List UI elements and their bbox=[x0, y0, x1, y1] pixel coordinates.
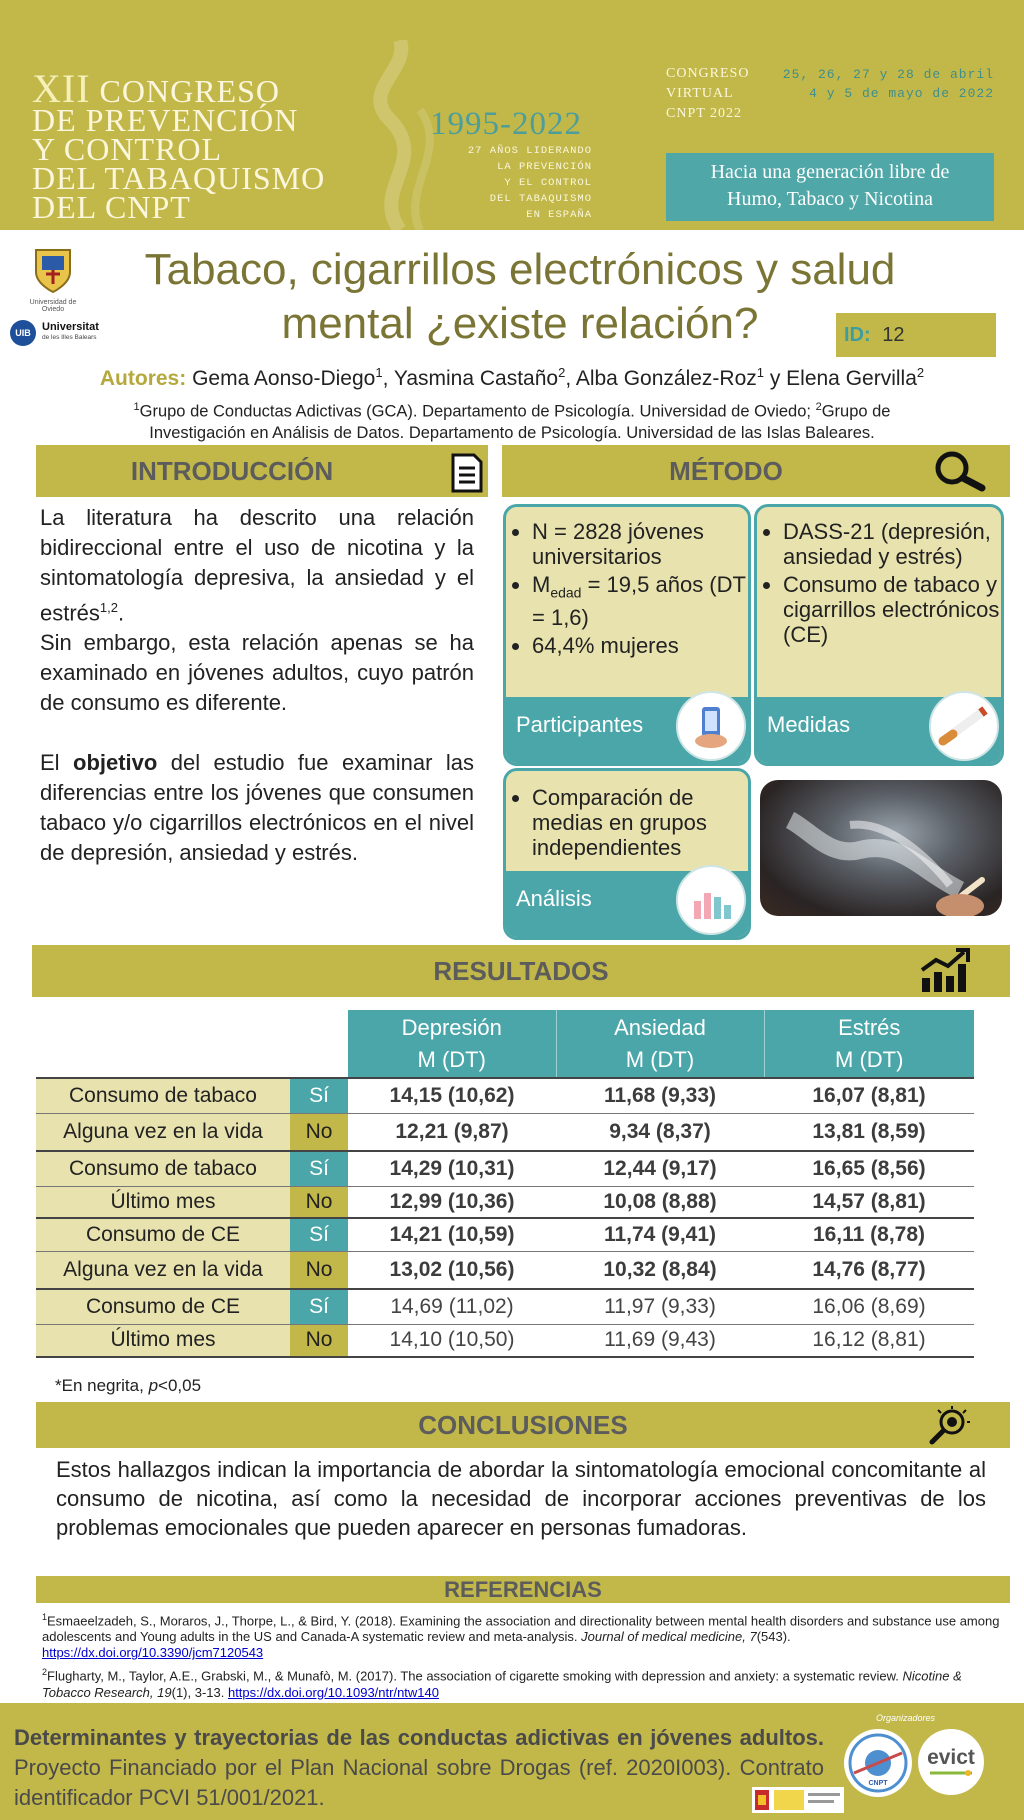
poster-id-box bbox=[836, 313, 996, 357]
poster-title bbox=[110, 243, 930, 351]
value-cell: 16,07 (8,81) bbox=[812, 1083, 926, 1107]
resultados-heading bbox=[32, 945, 1010, 997]
note-p: p bbox=[148, 1376, 159, 1395]
trend-chart-icon bbox=[918, 946, 972, 994]
list-item: • Consumo de tabaco y cigarrillos electrónicos (CE) bbox=[783, 572, 1001, 647]
phone-hands-icon bbox=[676, 691, 746, 761]
authors-label: Autores: bbox=[99, 367, 187, 390]
oviedo-logo bbox=[18, 244, 88, 313]
table-row bbox=[36, 1113, 974, 1151]
intro-heading-text: INTRODUCCIÓN bbox=[130, 456, 334, 486]
value-cell: 10,08 (8,88) bbox=[603, 1189, 717, 1213]
list-item: • Comparación de medias en grupos independientes bbox=[532, 785, 748, 860]
value-cell: 16,12 (8,81) bbox=[812, 1328, 926, 1352]
author-sep: , bbox=[565, 367, 576, 390]
years-range: 1995-2022 bbox=[430, 106, 582, 142]
affil-sup: 2 bbox=[815, 401, 822, 413]
col-stat: M (DT) bbox=[417, 1046, 486, 1072]
conclusiones-text: Estos hallazgos indican la importancia de abordar la sintomatología emocional concomitante al consumo de nicotina, así como la necesidad de incorporar acciones preventivas de los problemas emocionales que pueden aparecer en personas fumadoras. bbox=[56, 1457, 986, 1540]
yn-cell: Sí bbox=[290, 1218, 348, 1251]
evict-text: evict bbox=[927, 1746, 975, 1769]
document-icon bbox=[450, 452, 484, 494]
smoking-photo bbox=[760, 780, 1002, 916]
congress-line: Y CONTROL bbox=[32, 131, 223, 167]
value-cell: 14,76 (8,77) bbox=[812, 1257, 926, 1281]
note-a: *En negrita, bbox=[55, 1376, 149, 1395]
title-line-1: Tabaco, cigarrillos electrónicos y salud bbox=[144, 245, 896, 294]
ministry-logo bbox=[752, 1787, 844, 1813]
list-item bbox=[532, 572, 748, 630]
value-cell: 14,21 (10,59) bbox=[389, 1222, 515, 1246]
yn-cell: Sí bbox=[290, 1289, 348, 1324]
cigarette-icon bbox=[929, 691, 999, 761]
m-edad-pre: M bbox=[532, 572, 551, 597]
table-row bbox=[36, 1078, 974, 1113]
evict-logo bbox=[918, 1729, 984, 1795]
intro-p1-text: La literatura ha descrito una relación bidireccional entre el uso de nicotina y la sintomatología depresiva, la ansiedad y el estrés bbox=[40, 505, 474, 626]
oviedo-shield-icon bbox=[28, 244, 78, 294]
years-sub-line: EN ESPAÑA bbox=[526, 209, 592, 221]
group-label: Consumo de CE bbox=[36, 1289, 290, 1324]
card-medidas bbox=[754, 504, 1004, 766]
author-name: Gema Aonso-Diego bbox=[192, 367, 376, 390]
congress-roman: XII bbox=[32, 66, 91, 111]
analisis-label: Análisis bbox=[506, 871, 748, 937]
value-cell: 12,44 (9,17) bbox=[603, 1156, 717, 1180]
note-b: <0,05 bbox=[158, 1376, 202, 1395]
yn-cell: Sí bbox=[290, 1078, 348, 1113]
reference-link[interactable]: https://dx.doi.org/10.3390/jcm7120543 bbox=[42, 1645, 264, 1661]
references bbox=[42, 1609, 1008, 1701]
congress-dates bbox=[760, 65, 994, 103]
congress-line: CONGRESO bbox=[99, 73, 280, 109]
value-cell: 14,57 (8,81) bbox=[812, 1189, 926, 1213]
ref-sup: 2 bbox=[42, 1667, 48, 1678]
col-header-depresion bbox=[348, 1010, 556, 1078]
id-value: 12 bbox=[882, 324, 905, 346]
author-name: Alba González-Roz bbox=[575, 367, 757, 390]
conclusiones-heading bbox=[36, 1402, 1010, 1448]
value-cell: 11,69 (9,43) bbox=[604, 1328, 716, 1352]
card-participantes bbox=[503, 504, 751, 766]
years-sub-line: 27 AÑOS LIDERANDO bbox=[467, 145, 592, 157]
years-sub-line: DEL TABAQUISMO bbox=[489, 193, 592, 205]
group-label: Último mes bbox=[36, 1324, 290, 1357]
value-cell: 9,34 (8,37) bbox=[609, 1119, 711, 1143]
col-header-estres bbox=[764, 1010, 974, 1078]
value-cell: 10,32 (8,84) bbox=[603, 1257, 717, 1281]
yn-cell: No bbox=[290, 1186, 348, 1218]
ref-after: (1), 3-13. bbox=[171, 1684, 228, 1700]
slogan-line: Humo, Tabaco y Nicotina bbox=[727, 188, 933, 210]
medidas-label: Medidas bbox=[757, 697, 1001, 763]
list-item: • DASS-21 (depresión, ansiedad y estrés) bbox=[783, 519, 1001, 569]
author-name: Elena Gervilla bbox=[786, 367, 917, 390]
author-sup: 2 bbox=[916, 365, 925, 380]
yn-cell: Sí bbox=[290, 1151, 348, 1186]
metodo-heading-text: MÉTODO bbox=[669, 456, 783, 486]
value-cell: 13,02 (10,56) bbox=[389, 1257, 515, 1281]
analisis-list bbox=[506, 771, 748, 860]
reference-link[interactable]: https://dx.doi.org/10.1093/ntr/ntw140 bbox=[227, 1684, 439, 1700]
intro-p3 bbox=[40, 748, 474, 868]
m-edad-post: = 19,5 años (DT = 1,6) bbox=[532, 572, 746, 631]
ref-text: Esmaeelzadeh, S., Moraros, J., Thorpe, L., & Bird, Y. (2018). Examining the association and directionality between mental health disorders and substance use among adolescents and Young adults in the US and Canada-A systematic review and meta-analysis. bbox=[42, 1613, 1000, 1645]
group-label: Último mes bbox=[36, 1186, 290, 1218]
dates-line: 25, 26, 27 y 28 de abril bbox=[782, 67, 994, 82]
years-sub-line: Y EL CONTROL bbox=[504, 177, 592, 189]
affil-2a: Grupo de bbox=[821, 402, 891, 421]
results-table bbox=[36, 1010, 974, 1358]
col-stat: M (DT) bbox=[625, 1046, 695, 1072]
virtual-congress bbox=[666, 64, 749, 124]
evict-line-icon bbox=[928, 1769, 974, 1777]
author-name: Yasmina Castaño bbox=[393, 367, 559, 390]
funding-project: Determinantes y trayectorias de las conductas adictivas en jóvenes adultos. bbox=[14, 1725, 824, 1750]
intro-p3-a: El bbox=[40, 750, 73, 776]
value-cell: 12,21 (9,87) bbox=[395, 1119, 509, 1143]
table-row bbox=[36, 1289, 974, 1324]
referencias-heading bbox=[36, 1576, 1010, 1603]
virtual-line: CNPT 2022 bbox=[666, 106, 743, 121]
funding-text bbox=[14, 1723, 824, 1813]
affil-sup: 1 bbox=[133, 401, 140, 413]
authors-line bbox=[0, 365, 1024, 391]
congress-line: DEL CNPT bbox=[32, 189, 191, 225]
conclusiones-heading-text: CONCLUSIONES bbox=[418, 1410, 628, 1440]
value-cell: 14,10 (10,50) bbox=[389, 1328, 515, 1352]
significance-note bbox=[55, 1376, 201, 1396]
magnifier-icon bbox=[932, 450, 988, 492]
table-corner bbox=[36, 1010, 290, 1078]
value-cell: 13,81 (8,59) bbox=[812, 1119, 926, 1143]
intro-p1-end: . bbox=[118, 600, 125, 626]
ref-journal: Nicotine & Tobacco Research, 19 bbox=[42, 1668, 962, 1700]
virtual-line: VIRTUAL bbox=[666, 86, 734, 101]
slogan-line: Hacia una generación libre de bbox=[710, 161, 950, 183]
funding-details: Proyecto Financiado por el Plan Nacional sobre Drogas (ref. 2020I003). Contrato identificador PCVI 51/001/2021. bbox=[14, 1755, 824, 1810]
value-cell: 16,11 (8,78) bbox=[812, 1222, 926, 1246]
medidas-list bbox=[757, 507, 1001, 647]
ref-journal: Journal of medical medicine, 7 bbox=[581, 1629, 757, 1645]
value-cell: 12,99 (10,36) bbox=[389, 1189, 515, 1213]
years-subtitle bbox=[440, 143, 592, 223]
author-sep: y bbox=[763, 367, 787, 390]
cnpt-label: CNPT bbox=[868, 1780, 888, 1787]
table-row bbox=[36, 1218, 974, 1251]
col-name: Estrés bbox=[838, 1014, 901, 1040]
table-row bbox=[36, 1186, 974, 1218]
years-sub-line: LA PREVENCIÓN bbox=[497, 161, 592, 173]
yn-cell: No bbox=[290, 1113, 348, 1151]
col-name: Depresión bbox=[401, 1014, 502, 1040]
participantes-list bbox=[506, 507, 748, 658]
intro-p3-bold: objetivo bbox=[73, 750, 158, 776]
congress-line: DEL TABAQUISMO bbox=[32, 160, 326, 196]
col-header-ansiedad bbox=[556, 1010, 764, 1078]
group-label: Consumo de CE bbox=[36, 1218, 290, 1251]
uib-name: Universitat bbox=[42, 321, 99, 333]
reference-2 bbox=[42, 1664, 1008, 1700]
idea-magnifier-icon bbox=[926, 1404, 974, 1446]
table-row bbox=[36, 1151, 974, 1186]
value-cell: 11,97 (9,33) bbox=[604, 1294, 716, 1318]
table-row bbox=[36, 1251, 974, 1289]
group-label: Alguna vez en la vida bbox=[36, 1251, 290, 1289]
intro-p3-b: del estudio fue examinar las diferencias entre los jóvenes que consumen tabaco y/o cigarrillos electrónicos en el nivel de depresión, ansiedad y estrés. bbox=[40, 750, 474, 866]
group-label: Alguna vez en la vida bbox=[36, 1113, 290, 1151]
uib-circle-icon: UIB bbox=[10, 320, 36, 346]
intro-p1 bbox=[40, 503, 474, 628]
table-header-row bbox=[36, 1010, 974, 1078]
value-cell: 11,74 (9,41) bbox=[603, 1222, 717, 1246]
yn-cell: No bbox=[290, 1251, 348, 1289]
table-row bbox=[36, 1324, 974, 1357]
intro-heading bbox=[36, 445, 488, 497]
group-label: Consumo de tabaco bbox=[36, 1078, 290, 1113]
congress-name bbox=[32, 66, 326, 225]
ref-after: (543). bbox=[756, 1629, 791, 1645]
oviedo-name: Universidad de Oviedo bbox=[29, 299, 77, 313]
author-sup: 1 bbox=[375, 365, 383, 380]
intro-text bbox=[40, 503, 474, 868]
referencias-heading-text: REFERENCIAS bbox=[444, 1577, 602, 1602]
smoke-icon bbox=[760, 780, 1002, 916]
value-cell: 14,69 (11,02) bbox=[390, 1294, 514, 1318]
col-stat: M (DT) bbox=[835, 1046, 904, 1072]
value-cell: 14,15 (10,62) bbox=[389, 1083, 515, 1107]
list-item: • N = 2828 jóvenes universitarios bbox=[532, 519, 748, 569]
affiliations bbox=[40, 397, 984, 444]
id-label: ID: bbox=[844, 324, 871, 346]
value-cell: 14,29 (10,31) bbox=[389, 1156, 515, 1180]
organizers-label: Organizadores bbox=[876, 1713, 936, 1723]
reference-1 bbox=[42, 1609, 1008, 1661]
ref-text: Flugharty, M., Taylor, A.E., Grabski, M., & Munafò, M. (2017). The association of cigarette smoking with depression and anxiety: a systematic review. bbox=[47, 1668, 903, 1684]
value-cell: 16,65 (8,56) bbox=[812, 1156, 926, 1180]
title-line-2: mental ¿existe relación? bbox=[281, 299, 759, 348]
spain-ministry-icon bbox=[752, 1787, 844, 1813]
col-name: Ansiedad bbox=[614, 1014, 706, 1040]
author-sep: , bbox=[382, 367, 394, 390]
author-sup: 2 bbox=[558, 365, 566, 380]
m-edad-sub: edad bbox=[550, 584, 582, 601]
uib-sub: de les Illes Balears bbox=[42, 334, 97, 341]
resultados-heading-text: RESULTADOS bbox=[433, 956, 609, 986]
affil-2b: Investigación en Análisis de Datos. Departamento de Psicología. Universidad de las Islas Baleares. bbox=[149, 423, 875, 442]
congress-header bbox=[0, 0, 1024, 230]
uib-logo bbox=[10, 320, 110, 346]
cnpt-logo bbox=[844, 1729, 912, 1797]
group-label: Consumo de tabaco bbox=[36, 1151, 290, 1186]
bar-chart-icon bbox=[676, 865, 746, 935]
dates-line: 4 y 5 de mayo de 2022 bbox=[809, 86, 994, 101]
author-sup: 1 bbox=[756, 365, 764, 380]
card-analisis bbox=[503, 768, 751, 940]
intro-p2: Sin embargo, esta relación apenas se ha examinado en jóvenes adultos, cuyo patrón de consumo es diferente. bbox=[40, 630, 474, 716]
value-cell: 11,68 (9,33) bbox=[603, 1083, 717, 1107]
affil-1: Grupo de Conductas Adictivas (GCA). Departamento de Psicología. Universidad de Oviedo; bbox=[139, 402, 816, 421]
participantes-label: Participantes bbox=[506, 697, 748, 763]
table-corner bbox=[290, 1010, 348, 1078]
virtual-line: CONGRESO bbox=[666, 66, 750, 81]
value-cell: 16,06 (8,69) bbox=[812, 1294, 926, 1318]
intro-p1-sup: 1,2 bbox=[99, 600, 118, 615]
congress-line: DE PREVENCIÓN bbox=[32, 102, 299, 138]
ref-sup: 1 bbox=[42, 1612, 48, 1622]
list-item: • 64,4% mujeres bbox=[532, 633, 748, 658]
slogan-box bbox=[666, 153, 994, 221]
yn-cell: No bbox=[290, 1324, 348, 1357]
funding-footer bbox=[0, 1703, 1024, 1820]
